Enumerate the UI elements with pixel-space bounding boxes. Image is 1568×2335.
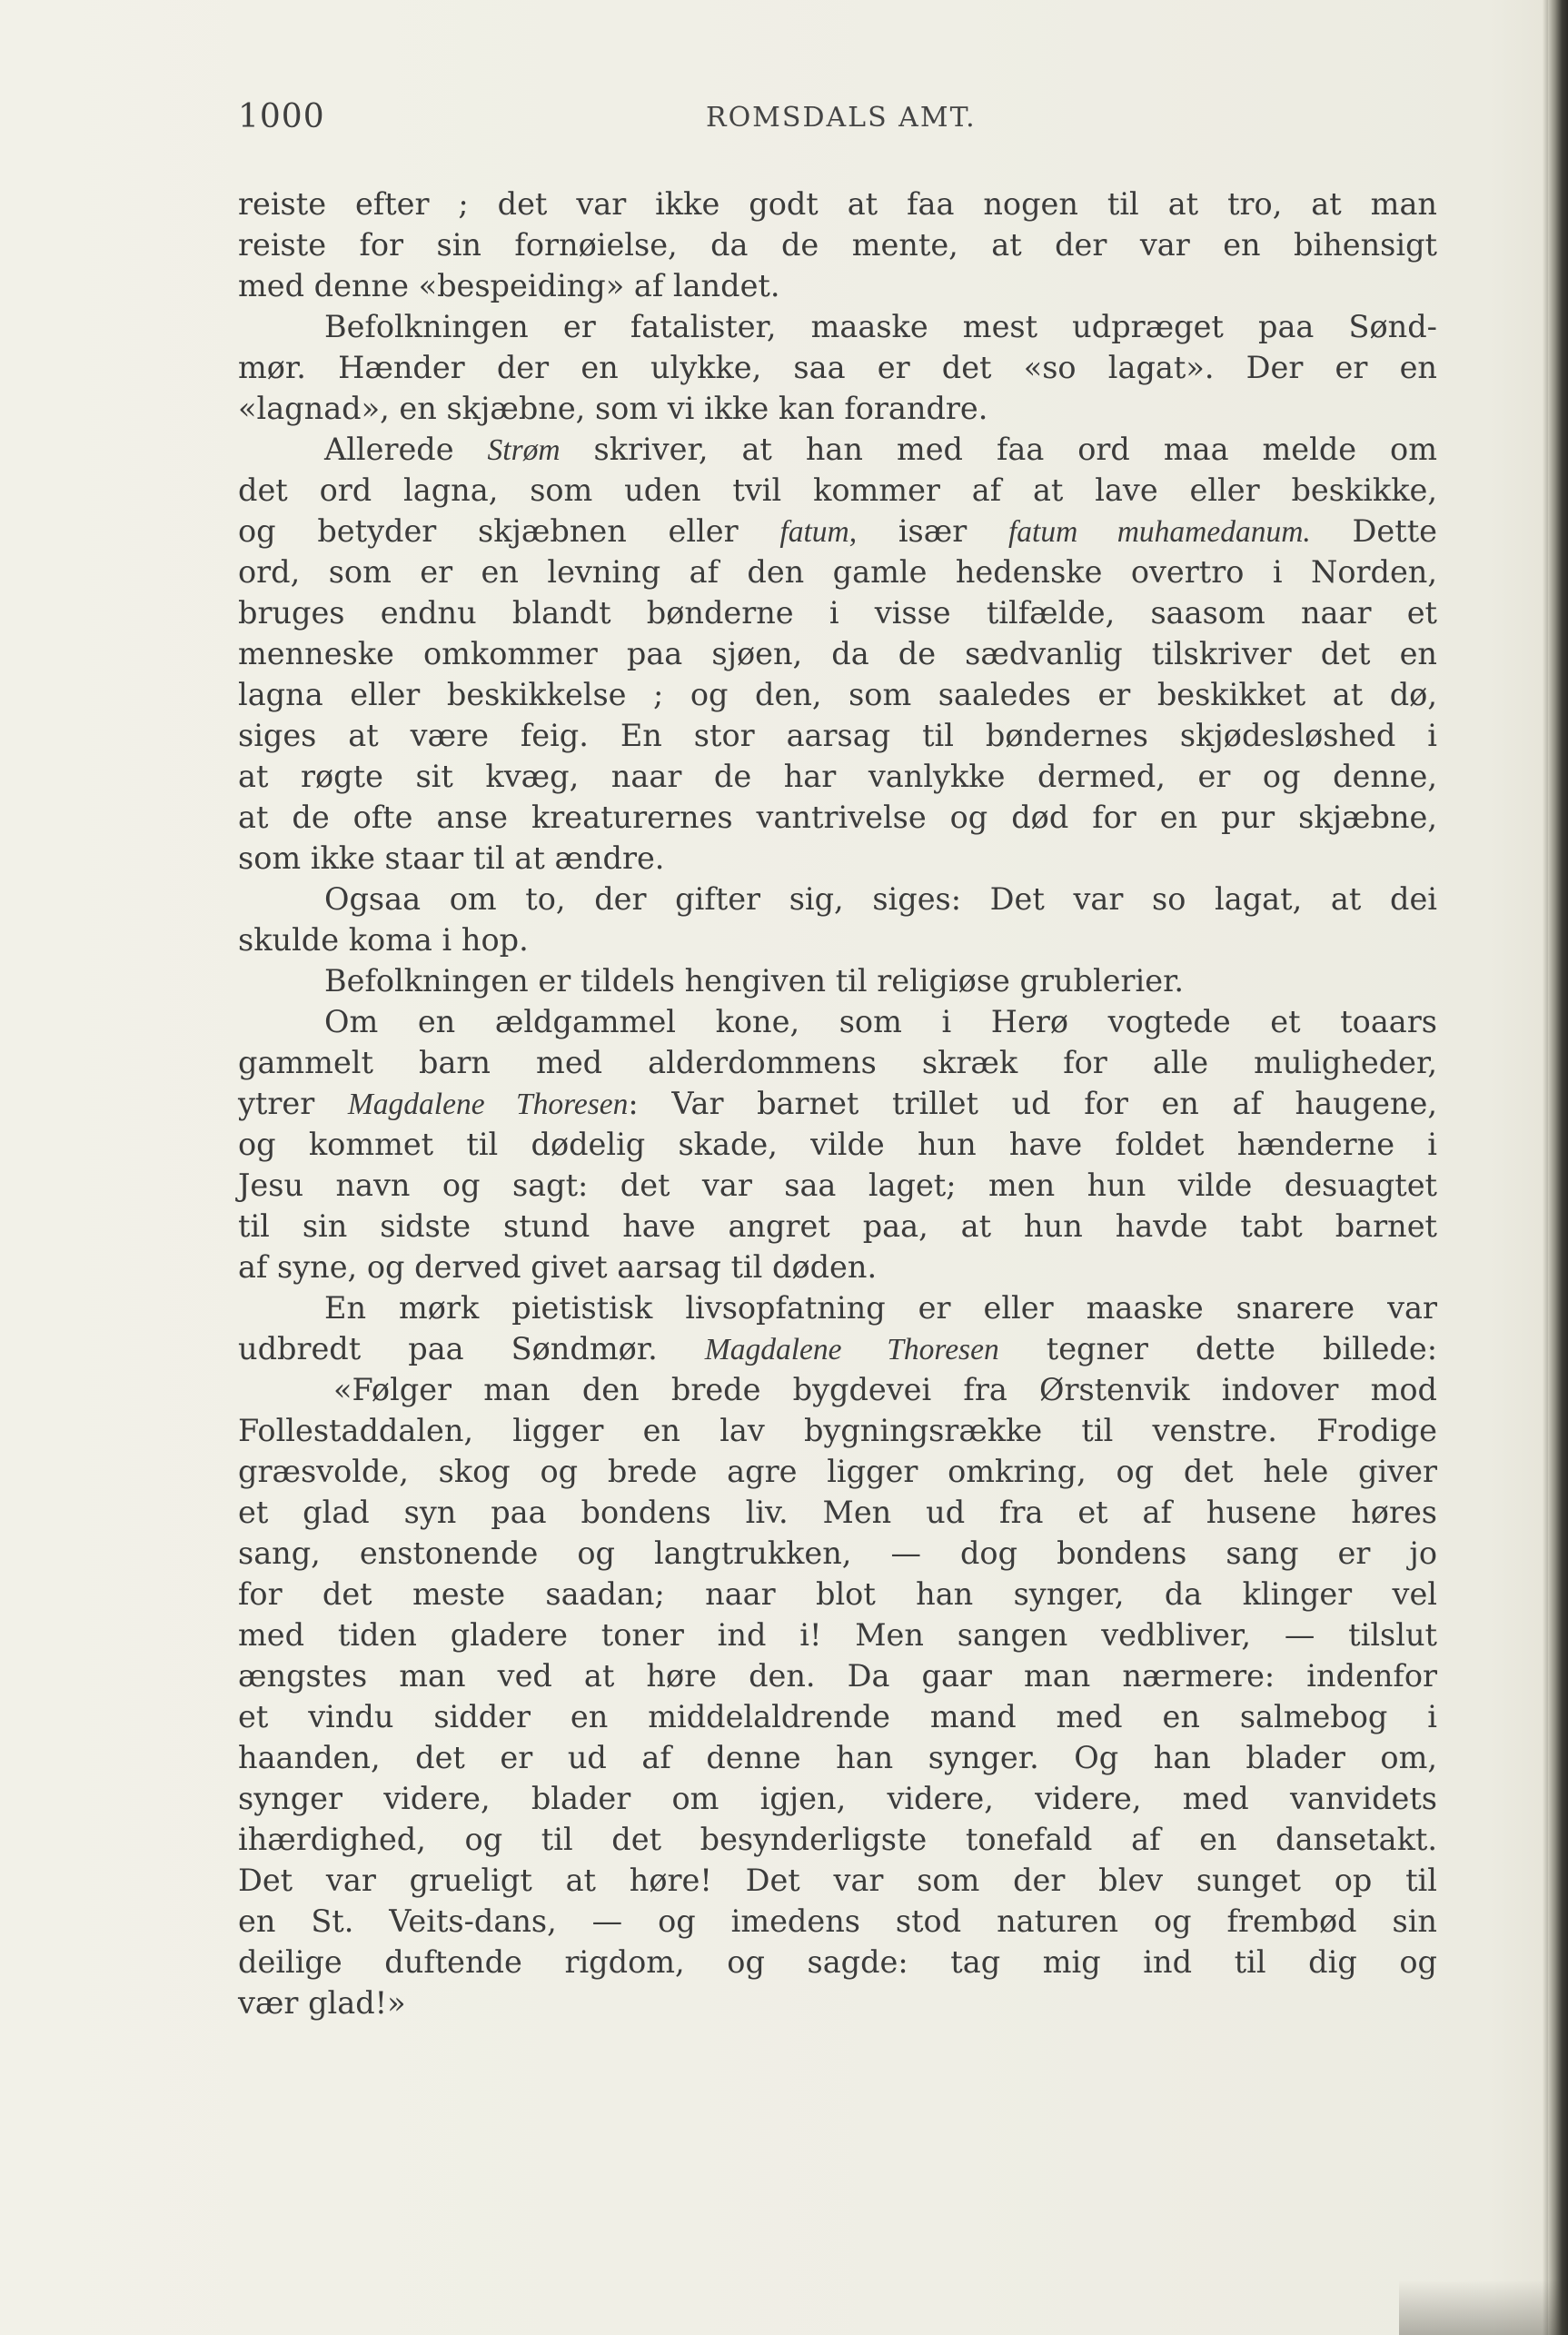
text-line: ord, som er en levning af den gamle hedenske overtro i Norden,	[238, 554, 1437, 590]
page-number: 1000	[238, 98, 325, 135]
text-line	[238, 511, 1437, 551]
italic-term: fatum muhamedanum.	[1007, 515, 1311, 549]
text-segment: udbredt paa Søndmør.	[238, 1331, 705, 1366]
text-line: bruges endnu blandt bønderne i visse tilfælde, saasom naar et	[238, 595, 1437, 631]
text-segment: tegner dette billede:	[998, 1331, 1437, 1366]
text-line: Jesu navn og sagt: det var saa laget; men hun vilde desuagtet	[238, 1168, 1437, 1203]
text-line: gammelt barn med alderdommens skræk for alle muligheder,	[238, 1045, 1437, 1080]
text-line: skulde koma i hop.	[238, 922, 529, 958]
text-line: til sin sidste stund have angret paa, at hun havde tabt barnet	[238, 1208, 1437, 1244]
text-line: af syne, og derved givet aarsag til døden.	[238, 1249, 878, 1285]
text-line: haanden, det er ud af denne han synger. Og han blader om,	[238, 1740, 1437, 1775]
text-segment: : Var barnet trillet ud for en af haugene,	[628, 1086, 1437, 1121]
text-line: Befolkningen er fatalister, maaske mest udpræget paa Sønd-	[324, 309, 1437, 344]
text-line: Befolkningen er tildels hengiven til religiøse grublerier.	[324, 963, 1185, 999]
text-line: det ord lagna, som uden tvil kommer af at lave eller beskikke,	[238, 472, 1437, 508]
body-text	[238, 184, 1437, 2023]
book-binding-edge	[1548, 0, 1568, 2335]
text-line: lagna eller beskikkelse ; og den, som saaledes er beskikket at dø,	[238, 677, 1437, 712]
text-line: ihærdighed, og til det besynderligste tonefald af en dansetakt.	[238, 1822, 1437, 1857]
text-line: siges at være feig. En stor aarsag til bøndernes skjødesløshed i	[238, 718, 1437, 753]
italic-name: Magdalene Thoresen	[347, 1088, 629, 1121]
text-line: sang, enstonende og langtrukken, — dog bondens sang er jo	[238, 1535, 1437, 1571]
text-line: reiste efter ; det var ikke godt at faa nogen til at tro, at man	[238, 186, 1437, 222]
text-line	[238, 1083, 1437, 1124]
text-segment: ytrer	[238, 1086, 348, 1121]
text-line: at de ofte anse kreaturernes vantrivelse og død for en pur skjæbne,	[238, 800, 1437, 835]
text-line: «lagnad», en skjæbne, som vi ikke kan forandre.	[238, 391, 988, 426]
text-line: græsvolde, skog og brede agre ligger omkring, og det hele giver	[238, 1454, 1437, 1489]
text-line: synger videre, blader om igjen, videre, videre, med vanvidets	[238, 1781, 1437, 1816]
italic-term: fatum,	[779, 515, 858, 549]
page-corner-shadow	[1399, 2280, 1568, 2335]
text-line: Follestaddalen, ligger en lav bygningsrække til venstre. Frodige	[238, 1413, 1437, 1448]
italic-name: Strøm	[487, 433, 561, 467]
text-line: med tiden gladere toner ind i! Men sangen vedbliver, — tilslut	[238, 1617, 1437, 1653]
text-line: «Følger man den brede bygdevei fra Ørstenvik indover mod	[333, 1372, 1437, 1407]
text-line: Om en ældgammel kone, som i Herø vogtede et toaars	[324, 1004, 1437, 1039]
text-line: et glad syn paa bondens liv. Men ud fra et af husene høres	[238, 1495, 1437, 1530]
text-segment: især	[857, 513, 1008, 549]
text-line: vær glad!»	[238, 1985, 406, 2021]
text-line: for det meste saadan; naar blot han synger, da klinger vel	[238, 1576, 1437, 1612]
text-line	[238, 429, 1437, 470]
text-line	[238, 1328, 1437, 1369]
text-segment: og betyder skjæbnen eller	[238, 513, 780, 549]
text-line: Det var grueligt at høre! Det var som der blev sunget op til	[238, 1863, 1437, 1898]
text-line: med denne «bespeiding» af landet.	[238, 268, 780, 303]
text-line: deilige duftende rigdom, og sagde: tag mig ind til dig og	[238, 1944, 1437, 1980]
text-segment: Dette	[1310, 513, 1437, 549]
text-line: ængstes man ved at høre den. Da gaar man nærmere: indenfor	[238, 1658, 1437, 1694]
text-line: at røgte sit kvæg, naar de har vanlykke dermed, er og denne,	[238, 759, 1437, 794]
text-line: som ikke staar til at ændre.	[238, 840, 665, 876]
text-segment: Allerede	[324, 432, 488, 467]
text-line: reiste for sin fornøielse, da de mente, at der var en bihensigt	[238, 227, 1437, 263]
text-line: mør. Hænder der en ulykke, saa er det «so lagat». Der er en	[238, 350, 1437, 385]
text-line: en St. Veits-dans, — og imedens stod naturen og frembød sin	[238, 1903, 1437, 1939]
text-line: et vindu sidder en middelaldrende mand med en salmebog i	[238, 1699, 1437, 1734]
running-title: ROMSDALS AMT.	[706, 102, 977, 134]
text-line: Ogsaa om to, der gifter sig, siges: Det var so lagat, at dei	[324, 881, 1437, 917]
page-header	[238, 98, 1419, 144]
text-line: En mørk pietistisk livsopfatning er eller maaske snarere var	[324, 1290, 1437, 1326]
text-line: menneske omkommer paa sjøen, da de sædvanlig tilskriver det en	[238, 636, 1437, 671]
text-line: og kommet til dødelig skade, vilde hun have foldet hænderne i	[238, 1127, 1437, 1162]
text-segment: skriver, at han med faa ord maa melde om	[560, 432, 1437, 467]
italic-name: Magdalene Thoresen	[704, 1333, 999, 1366]
